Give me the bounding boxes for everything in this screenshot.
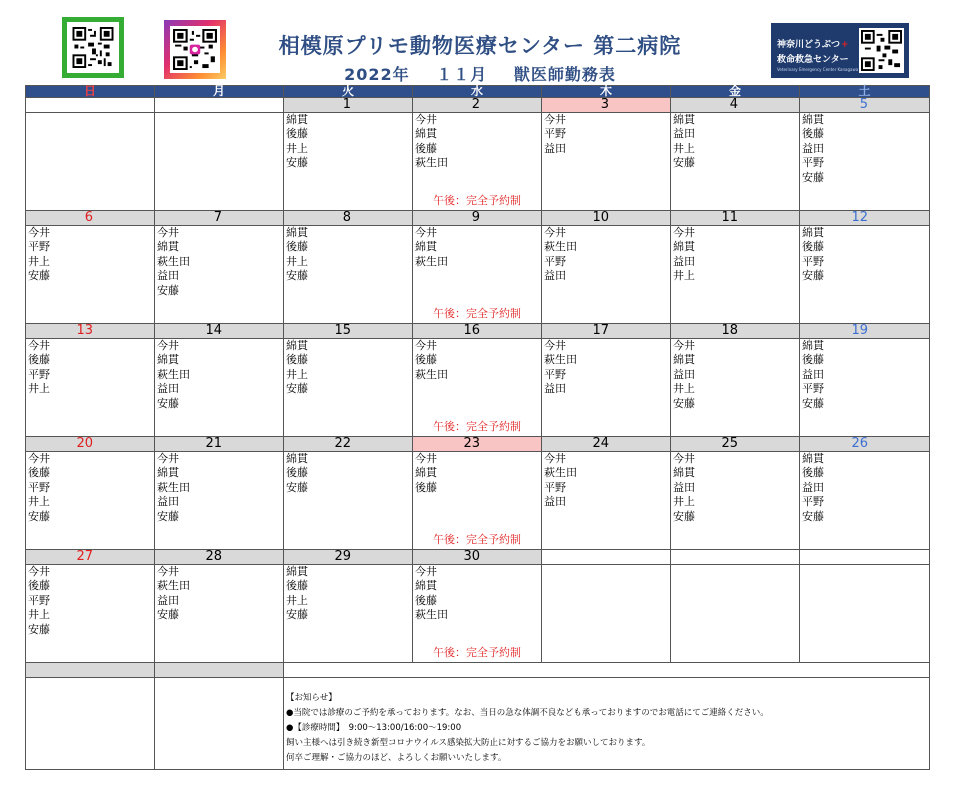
staff-name: 益田 [544, 495, 566, 509]
day-cell [284, 113, 413, 211]
staff-name: 萩生田 [415, 254, 448, 268]
date-number: 25 [671, 437, 800, 452]
afternoon-reservation-note: 午後：完全予約制 [433, 532, 521, 546]
day-cell [26, 565, 155, 663]
staff-name: 益田 [157, 593, 179, 607]
staff-list [800, 452, 929, 524]
date-number: 2 [413, 98, 542, 113]
staff-name: 綿貫 [286, 565, 308, 578]
day-cell [413, 226, 542, 324]
staff-name: 井上 [286, 141, 308, 155]
staff-list [800, 113, 929, 185]
notice-blank-cell [155, 678, 284, 770]
staff-name: 綿貫 [286, 339, 308, 352]
staff-name: 後藤 [28, 579, 50, 593]
staff-name: 後藤 [415, 480, 437, 494]
qr-code-icon [72, 27, 114, 68]
staff-name: 綿貫 [157, 240, 179, 254]
staff-name: 後藤 [415, 593, 437, 607]
day-cell [155, 339, 284, 437]
staff-name: 綿貫 [157, 466, 179, 480]
staff-name: 後藤 [415, 141, 437, 155]
date-number [26, 98, 155, 113]
date-number [800, 550, 930, 565]
badge-line-2: 救命救急センター [777, 55, 849, 65]
notice-line: ●当院では診療のご予約を承っております。なお、当日の急な体調不良なども承っておりますのでお電話にてご連絡ください。 [286, 708, 769, 718]
staff-list [26, 226, 154, 284]
day-cell [284, 226, 413, 324]
page-title: 相模原プリモ動物医療センター 第二病院 [278, 34, 682, 58]
badge-line-1: 神奈川どうぶつ+ [777, 40, 849, 50]
staff-name: 萩生田 [157, 254, 190, 268]
date-number: 13 [26, 324, 155, 339]
staff-name: 平野 [544, 480, 566, 494]
staff-name: 今井 [544, 452, 566, 465]
staff-name: 綿貫 [802, 226, 824, 239]
staff-name: 後藤 [415, 353, 437, 367]
staff-list [413, 565, 541, 623]
staff-name: 安藤 [802, 170, 824, 184]
staff-name: 平野 [28, 240, 50, 254]
staff-name: 今井 [673, 226, 695, 239]
staff-name: 井上 [28, 495, 50, 509]
date-number: 5 [800, 98, 930, 113]
staff-list [284, 339, 412, 397]
staff-list [155, 226, 283, 298]
afternoon-reservation-note: 午後：完全予約制 [433, 306, 521, 320]
staff-list [800, 226, 929, 284]
staff-row [26, 113, 930, 211]
afternoon-reservation-note: 午後：完全予約制 [433, 193, 521, 207]
staff-name: 綿貫 [157, 353, 179, 367]
staff-name: 安藤 [157, 283, 179, 297]
staff-list [284, 113, 412, 171]
staff-name: 萩生田 [157, 480, 190, 494]
date-number: 26 [800, 437, 930, 452]
date-number: 12 [800, 211, 930, 226]
staff-name: 今井 [157, 226, 179, 239]
staff-list [284, 452, 412, 495]
date-number: 8 [284, 211, 413, 226]
staff-name: 益田 [802, 141, 824, 155]
staff-row [26, 226, 930, 324]
weekday-sat: 土 [800, 86, 930, 98]
staff-list [671, 226, 799, 284]
notice-header-cell [284, 663, 930, 678]
day-cell [542, 226, 671, 324]
staff-name: 平野 [544, 127, 566, 141]
staff-row [26, 339, 930, 437]
date-number: 17 [542, 324, 671, 339]
staff-name: 綿貫 [673, 113, 695, 126]
staff-name: 安藤 [286, 382, 308, 396]
staff-name: 今井 [415, 113, 437, 126]
staff-name: 萩生田 [415, 608, 448, 622]
page-subtitle [250, 62, 710, 85]
cross-icon: + [841, 40, 849, 50]
date-number [155, 98, 284, 113]
day-cell [155, 452, 284, 550]
staff-name: 萩生田 [544, 353, 577, 367]
duty-calendar [25, 85, 930, 770]
staff-name: 井上 [673, 269, 695, 283]
staff-name: 今井 [157, 452, 179, 465]
day-cell [26, 113, 155, 211]
date-number: 15 [284, 324, 413, 339]
staff-name: 安藤 [157, 608, 179, 622]
date-number: 21 [155, 437, 284, 452]
staff-list [413, 113, 541, 171]
staff-name: 綿貫 [802, 113, 824, 126]
staff-list [413, 226, 541, 269]
day-cell [155, 226, 284, 324]
date-number: 20 [26, 437, 155, 452]
staff-list [542, 339, 670, 397]
date-number: 3 [542, 98, 671, 113]
staff-name: 安藤 [28, 509, 50, 523]
notice-line: 何卒ご理解・ご協力のほど、よろしくお願いいたします。 [286, 753, 507, 763]
staff-name: 綿貫 [415, 579, 437, 593]
staff-list [155, 565, 283, 623]
staff-name: 平野 [28, 593, 50, 607]
date-number: 11 [671, 211, 800, 226]
date-number: 1 [284, 98, 413, 113]
staff-name: 綿貫 [673, 353, 695, 367]
qr-code-icon [861, 30, 902, 71]
day-cell [542, 452, 671, 550]
staff-name: 平野 [802, 495, 824, 509]
year-label: 2022年 [344, 65, 410, 84]
staff-name: 安藤 [673, 396, 695, 410]
day-cell [542, 565, 671, 663]
date-row [26, 324, 930, 339]
staff-name: 後藤 [802, 240, 824, 254]
day-cell [800, 565, 930, 663]
qr-code-line[interactable] [62, 17, 124, 78]
staff-name: 平野 [802, 156, 824, 170]
staff-name: 井上 [673, 382, 695, 396]
day-cell [671, 339, 800, 437]
date-number: 30 [413, 550, 542, 565]
day-cell [155, 113, 284, 211]
month-label: １１月 [436, 65, 488, 84]
day-cell [284, 452, 413, 550]
staff-name: 今井 [28, 452, 50, 465]
doc-name: 獣医師勤務表 [513, 65, 616, 84]
staff-name: 今井 [28, 565, 50, 578]
staff-name: 安藤 [673, 509, 695, 523]
staff-list [671, 339, 799, 411]
staff-name: 平野 [802, 382, 824, 396]
day-cell [284, 339, 413, 437]
day-cell [800, 452, 930, 550]
weekday-mon: 月 [155, 86, 284, 98]
staff-name: 萩生田 [157, 367, 190, 381]
notice-header-row [26, 663, 930, 678]
notice-heading: 【お知らせ】 [286, 693, 337, 703]
staff-row [26, 565, 930, 663]
staff-name: 後藤 [28, 353, 50, 367]
staff-name: 綿貫 [286, 113, 308, 126]
staff-name: 安藤 [673, 156, 695, 170]
staff-name: 後藤 [28, 466, 50, 480]
staff-name: 萩生田 [157, 579, 190, 593]
date-row [26, 437, 930, 452]
qr-code-instagram[interactable] [164, 20, 226, 79]
date-number: 7 [155, 211, 284, 226]
day-cell [800, 113, 930, 211]
staff-name: 益田 [544, 141, 566, 155]
staff-name: 井上 [673, 495, 695, 509]
staff-name: 井上 [28, 382, 50, 396]
day-cell [671, 113, 800, 211]
staff-name: 井上 [286, 254, 308, 268]
staff-name: 平野 [28, 480, 50, 494]
staff-name: 綿貫 [802, 452, 824, 465]
staff-name: 益田 [157, 382, 179, 396]
staff-list [155, 452, 283, 524]
staff-list [542, 452, 670, 510]
staff-name: 後藤 [802, 466, 824, 480]
staff-name: 今井 [157, 565, 179, 578]
date-number: 24 [542, 437, 671, 452]
staff-list [26, 452, 154, 524]
staff-name: 平野 [544, 367, 566, 381]
staff-name: 安藤 [157, 396, 179, 410]
staff-name: 平野 [544, 254, 566, 268]
staff-list [671, 113, 799, 171]
staff-name: 綿貫 [415, 240, 437, 254]
staff-name: 綿貫 [673, 240, 695, 254]
emergency-center-badge[interactable] [771, 23, 909, 78]
staff-list [284, 565, 412, 623]
date-number: 9 [413, 211, 542, 226]
day-cell [413, 452, 542, 550]
staff-name: 綿貫 [802, 339, 824, 352]
staff-name: 後藤 [286, 240, 308, 254]
day-cell [671, 452, 800, 550]
weekday-thu: 木 [542, 86, 671, 98]
day-cell [26, 226, 155, 324]
staff-name: 益田 [802, 367, 824, 381]
notice-block [284, 678, 929, 766]
qr-code-icon [173, 29, 217, 70]
staff-name: 綿貫 [286, 226, 308, 239]
staff-name: 益田 [673, 254, 695, 268]
weekday-tue: 火 [284, 86, 413, 98]
day-cell [542, 339, 671, 437]
weekday-header-row [26, 86, 930, 98]
notice-hours: ●【診療時間】 9:00～13:00/16:00～19:00 [286, 723, 462, 733]
date-row [26, 211, 930, 226]
staff-name: 今井 [415, 565, 437, 578]
staff-name: 平野 [28, 367, 50, 381]
staff-name: 綿貫 [673, 466, 695, 480]
staff-name: 益田 [673, 127, 695, 141]
staff-name: 後藤 [802, 353, 824, 367]
day-cell [26, 452, 155, 550]
staff-name: 後藤 [286, 353, 308, 367]
staff-name: 井上 [28, 254, 50, 268]
date-number: 29 [284, 550, 413, 565]
staff-name: 後藤 [286, 127, 308, 141]
date-row [26, 550, 930, 565]
staff-list [284, 226, 412, 284]
afternoon-reservation-note: 午後：完全予約制 [433, 645, 521, 659]
staff-row [26, 452, 930, 550]
afternoon-reservation-note: 午後：完全予約制 [433, 419, 521, 433]
day-cell [800, 339, 930, 437]
staff-list [671, 452, 799, 524]
staff-list [800, 339, 929, 411]
staff-list [26, 565, 154, 637]
staff-name: 安藤 [28, 269, 50, 283]
staff-name: 萩生田 [415, 367, 448, 381]
staff-name: 今井 [544, 226, 566, 239]
day-cell [671, 565, 800, 663]
day-cell [413, 565, 542, 663]
staff-name: 今井 [157, 339, 179, 352]
date-number: 27 [26, 550, 155, 565]
date-number: 16 [413, 324, 542, 339]
date-row [26, 98, 930, 113]
staff-name: 井上 [286, 593, 308, 607]
notice-blank-cell [26, 678, 155, 770]
staff-name: 益田 [157, 495, 179, 509]
staff-name: 後藤 [286, 466, 308, 480]
staff-name: 益田 [673, 480, 695, 494]
staff-name: 今井 [673, 452, 695, 465]
staff-name: 井上 [28, 608, 50, 622]
staff-name: 今井 [415, 452, 437, 465]
staff-name: 益田 [544, 269, 566, 283]
staff-name: 安藤 [802, 269, 824, 283]
staff-name: 益田 [673, 367, 695, 381]
staff-list [542, 226, 670, 284]
date-number: 18 [671, 324, 800, 339]
day-cell [284, 565, 413, 663]
staff-name: 綿貫 [415, 466, 437, 480]
weekday-wed: 水 [413, 86, 542, 98]
day-cell [542, 113, 671, 211]
staff-name: 安藤 [286, 608, 308, 622]
staff-name: 安藤 [802, 509, 824, 523]
staff-name: 井上 [673, 141, 695, 155]
day-cell [413, 339, 542, 437]
date-number [542, 550, 671, 565]
notice-line: 飼い主様へは引き続き新型コロナウイルス感染拡大防止に対するご協力をお願いしております。 [286, 738, 651, 748]
staff-name: 安藤 [802, 396, 824, 410]
staff-name: 安藤 [28, 622, 50, 636]
date-number: 23 [413, 437, 542, 452]
staff-name: 安藤 [286, 480, 308, 494]
staff-list [542, 113, 670, 156]
staff-name: 今井 [544, 339, 566, 352]
badge-line-3: Veterinary Emergency Center Kanagawa [777, 67, 859, 72]
staff-name: 今井 [415, 226, 437, 239]
date-number: 6 [26, 211, 155, 226]
staff-name: 安藤 [157, 509, 179, 523]
staff-name: 今井 [544, 113, 566, 126]
staff-list [26, 339, 154, 397]
date-number: 4 [671, 98, 800, 113]
staff-name: 今井 [673, 339, 695, 352]
staff-name: 安藤 [286, 156, 308, 170]
staff-name: 萩生田 [544, 466, 577, 480]
notice-header-cell [26, 663, 155, 678]
staff-name: 益田 [544, 382, 566, 396]
staff-list [155, 339, 283, 411]
weekday-fri: 金 [671, 86, 800, 98]
day-cell [26, 339, 155, 437]
date-number: 19 [800, 324, 930, 339]
staff-name: 今井 [28, 226, 50, 239]
staff-name: 益田 [802, 480, 824, 494]
staff-name: 綿貫 [286, 452, 308, 465]
day-cell [413, 113, 542, 211]
staff-name: 安藤 [286, 269, 308, 283]
staff-name: 後藤 [802, 127, 824, 141]
notice-row [26, 678, 930, 770]
weekday-sun: 日 [26, 86, 155, 98]
staff-name: 綿貫 [415, 127, 437, 141]
staff-list [413, 452, 541, 495]
qr-code-emergency[interactable] [859, 28, 904, 73]
notice-header-cell [155, 663, 284, 678]
date-number: 14 [155, 324, 284, 339]
staff-name: 後藤 [286, 579, 308, 593]
staff-name: 今井 [415, 339, 437, 352]
staff-name: 益田 [157, 269, 179, 283]
date-number: 28 [155, 550, 284, 565]
notice-cell [284, 678, 930, 770]
staff-name: 萩生田 [415, 156, 448, 170]
date-number: 22 [284, 437, 413, 452]
staff-list [413, 339, 541, 382]
staff-name: 萩生田 [544, 240, 577, 254]
staff-name: 平野 [802, 254, 824, 268]
day-cell [671, 226, 800, 324]
staff-name: 井上 [286, 367, 308, 381]
date-number [671, 550, 800, 565]
day-cell [800, 226, 930, 324]
day-cell [155, 565, 284, 663]
date-number: 10 [542, 211, 671, 226]
staff-name: 今井 [28, 339, 50, 352]
